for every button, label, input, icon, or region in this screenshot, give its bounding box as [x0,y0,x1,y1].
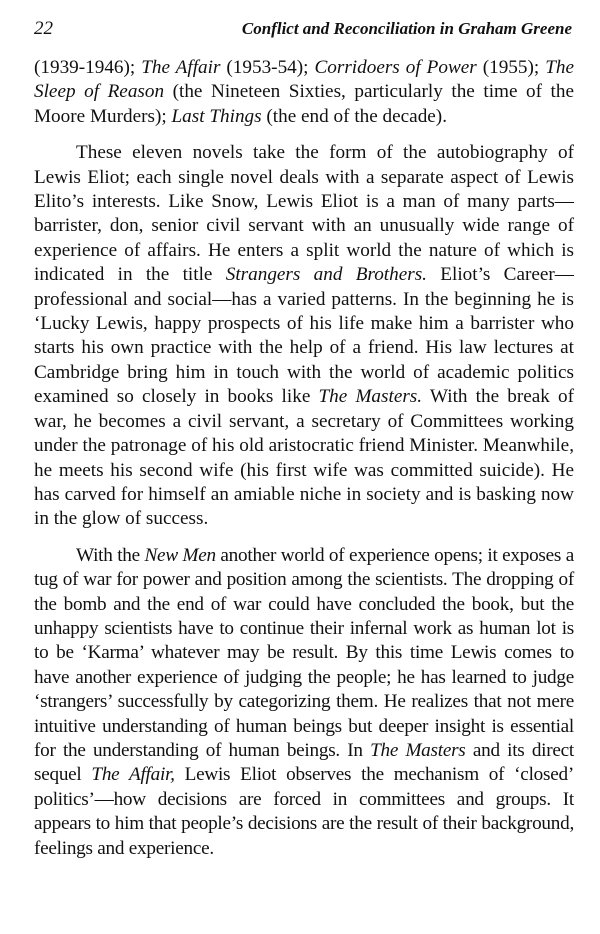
page-number: 22 [34,18,53,39]
italic-title-span: The Sleep of Reason [34,57,574,103]
text-span: (the Nineteen Sixties, particularly the time of the Moore Murders); [34,81,574,127]
italic-title-span: Corridoers of Power [314,57,477,78]
text-span: Eliot’s Career—professional and social—has a varied patterns. In the beginning he is ‘Lucky Lewis, happy prospects of his life make him a barrister who starts his own practice with the help of a friend. His law lectures at Cambridge bring him in touch with the world of academic politics examined so closely in books like [34,264,574,408]
italic-title-span: Strangers and Brothers. [225,264,427,286]
text-span: another world of experience opens; it exposes a tug of war for power and position among the scientists. The dropping of the bomb and the end of war could have concluded the book, but the unhappy scientists have to continue their infernal work as human lot is to be ‘Karma’ whatever may be result. By this time Lewis comes to have another experience of judging the people; he has learned to judge ‘strangers’ successfully by categorizing them. He realizes that not mere intuitive understanding of human beings but deeper insight is essential for the understanding of human beings. In [34,544,574,761]
italic-title-span: Last Things [171,105,262,127]
paragraph-3 [34,544,574,861]
italic-title-span: The Affair [141,57,221,78]
text-span: Lewis Eliot observes the mechanism of ‘closed’ politics’—how decisions are forced in committees and groups. It appears to him that people’s decisions are the result of their background, feelings and experience. [34,764,574,859]
italic-title-span: The Masters [370,739,466,761]
running-title: Conflict and Reconciliation in Graham Greene [241,19,572,38]
page-header [34,18,572,42]
body-text [34,56,574,861]
text-span: (1939-1946); [34,57,142,78]
text-span: With the break of war, he becomes a civil servant, a secretary of Committees working under the patronage of his old aristocratic friend Minister. Meanwhile, he meets his second wife (his first wife was committed suicide). He has carved for himself an amiable niche in society and is basking now in the glow of success. [34,386,574,530]
paragraph-1 [34,56,574,129]
text-span: These eleven novels take the form of the autobiography of Lewis Eliot; each single novel deals with a separate aspect of Lewis Elito’s interests. Like Snow, Lewis Eliot is a man of many parts—barrister, don, senior civil servant with an unusually wide range of experience of affairs. He enters a split world the nature of which is indicated in the title [34,142,574,286]
text-span: (1955); [476,57,546,78]
italic-title-span: New Men [144,544,216,566]
text-span: (1953-54); [220,57,315,78]
italic-title-span: The Affair, [91,764,175,786]
text-span: (the end of the decade). [261,105,447,127]
text-span: With the [76,544,145,566]
paragraph-2 [34,141,574,532]
text-span: and its direct sequel [34,739,575,786]
italic-title-span: The Masters. [318,386,423,408]
